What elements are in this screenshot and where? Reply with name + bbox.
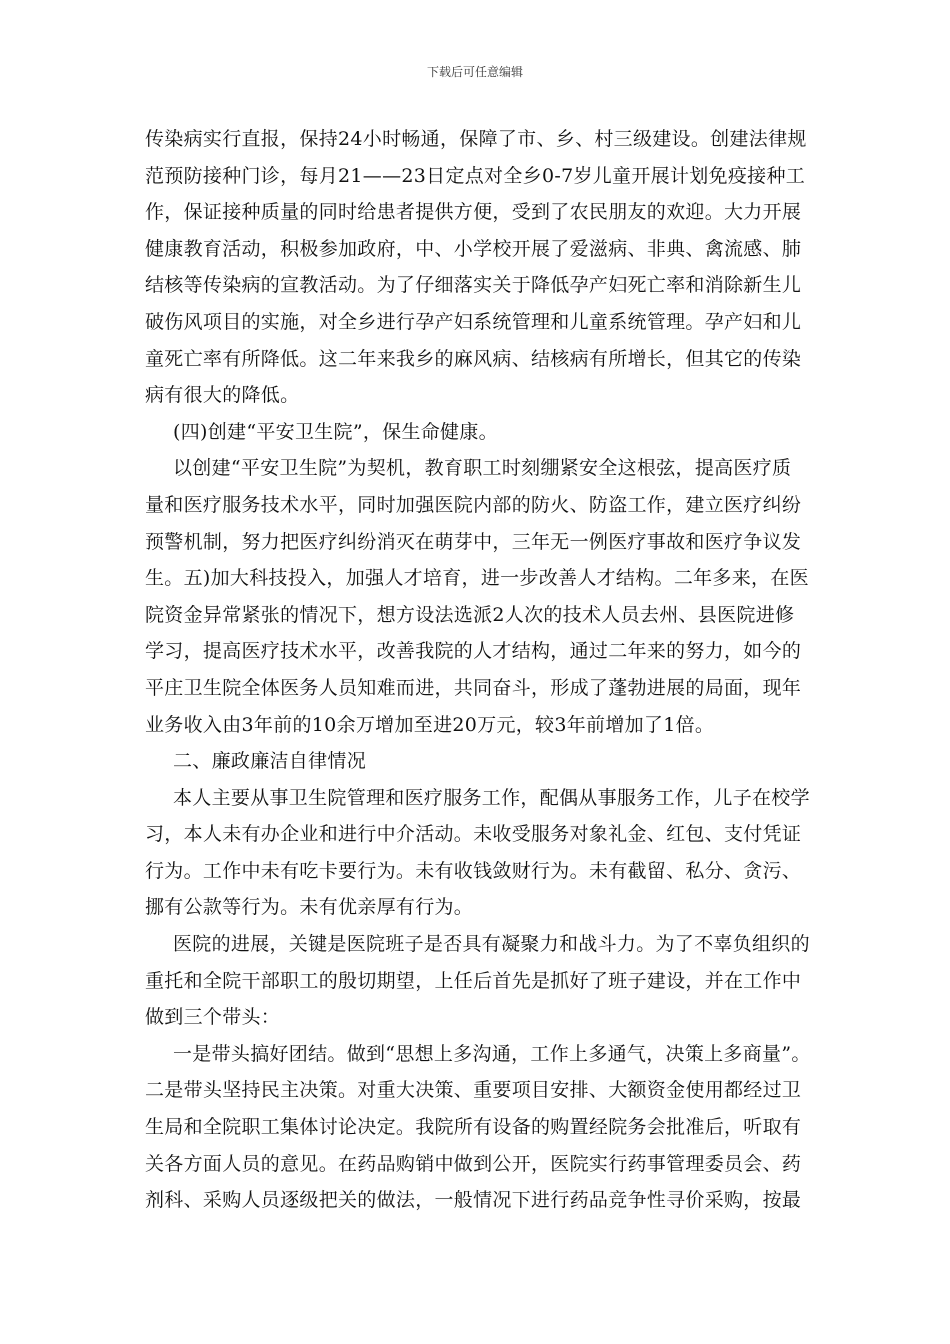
text-line: 做到三个带头： (145, 1006, 281, 1029)
document-body (145, 121, 810, 1219)
text-line: (四)创建“平安卫生院”，保生命健康。 (173, 420, 498, 443)
text-line: 二、廉政廉洁自律情况 (173, 750, 367, 773)
text-line: 作，保证接种质量的同时给患者提供方便，受到了农民朋友的欢迎。大力开展 (145, 201, 802, 224)
text-line: 重托和全院干部职工的殷切期望，上任后首先是抓好了班子建设，并在工作中 (145, 969, 802, 992)
text-line: 破伤风项目的实施，对全乡进行孕产妇系统管理和儿童系统管理。孕产妇和儿 (145, 310, 802, 333)
text-line: 学习，提高医疗技术水平，改善我院的人才结构，通过二年来的努力，如今的 (145, 640, 802, 663)
text-line: 本人主要从事卫生院管理和医疗服务工作，配偶从事服务工作，儿子在校学 (173, 786, 810, 809)
text-line: 院资金异常紧张的情况下，想方设法选派2人次的技术人员去州、县医院进修 (145, 603, 795, 626)
text-line: 结核等传染病的宣教活动。为了仔细落实关于降低孕产妇死亡率和消除新生儿 (145, 274, 802, 297)
text-line: 二是带头坚持民主决策。对重大决策、重要项目安排、大额资金使用都经过卫 (145, 1079, 802, 1102)
text-line: 平庄卫生院全体医务人员知难而进，共同奋斗，形成了蓬勃进展的局面，现年 (145, 676, 802, 699)
text-line: 童死亡率有所降低。这二年来我乡的麻风病、结核病有所增长，但其它的传染 (145, 347, 802, 370)
text-line: 预警机制，努力把医疗纠纷消灭在萌芽中，三年无一例医疗事故和医疗争议发 (145, 530, 802, 553)
text-line: 病有很大的降低。 (145, 384, 300, 407)
text-line: 业务收入由3年前的10余万增加至进20万元，较3年前增加了1倍。 (145, 713, 715, 736)
text-line: 健康教育活动，积极参加政府，中、小学校开展了爱滋病、非典、禽流感、肺 (145, 237, 802, 260)
text-line: 一是带头搞好团结。做到“思想上多沟通，工作上多通气，决策上多商量”。 (173, 1042, 811, 1065)
text-line: 传染病实行直报，保持24小时畅通，保障了市、乡、村三级建设。创建法律规 (145, 128, 807, 150)
text-line: 生局和全院职工集体讨论决定。我院所有设备的购置经院务会批准后，听取有 (145, 1116, 802, 1139)
text-line: 范预防接种门诊，每月21——23日定点对全乡0-7岁儿童开展计划免疫接种工 (145, 164, 806, 187)
page-header: 下载后可任意编辑 (426, 65, 523, 79)
text-line: 习，本人未有办企业和进行中介活动。未收受服务对象礼金、红包、支付凭证 (145, 823, 802, 846)
text-line: 量和医疗服务技术水平，同时加强医院内部的防火、防盗工作，建立医疗纠纷 (145, 493, 802, 516)
text-line: 行为。工作中未有吃卡要行为。未有收钱敛财行为。未有截留、私分、贪污、 (145, 859, 802, 882)
text-line: 生。五)加大科技投入，加强人才培育，进一步改善人才结构。二年多来，在医 (145, 567, 809, 590)
text-line: 医院的进展，关键是医院班子是否具有凝聚力和战斗力。为了不辜负组织的 (173, 933, 810, 956)
text-line: 剂科、采购人员逐级把关的做法，一般情况下进行药品竞争性寻价采购，按最 (145, 1189, 802, 1212)
text-line: 挪有公款等行为。未有优亲厚有行为。 (145, 896, 474, 919)
text-line: 以创建“平安卫生院”为契机，教育职工时刻绷紧安全这根弦，提高医疗质 (173, 457, 792, 480)
text-line: 关各方面人员的意见。在药品购销中做到公开，医院实行药事管理委员会、药 (145, 1152, 802, 1175)
